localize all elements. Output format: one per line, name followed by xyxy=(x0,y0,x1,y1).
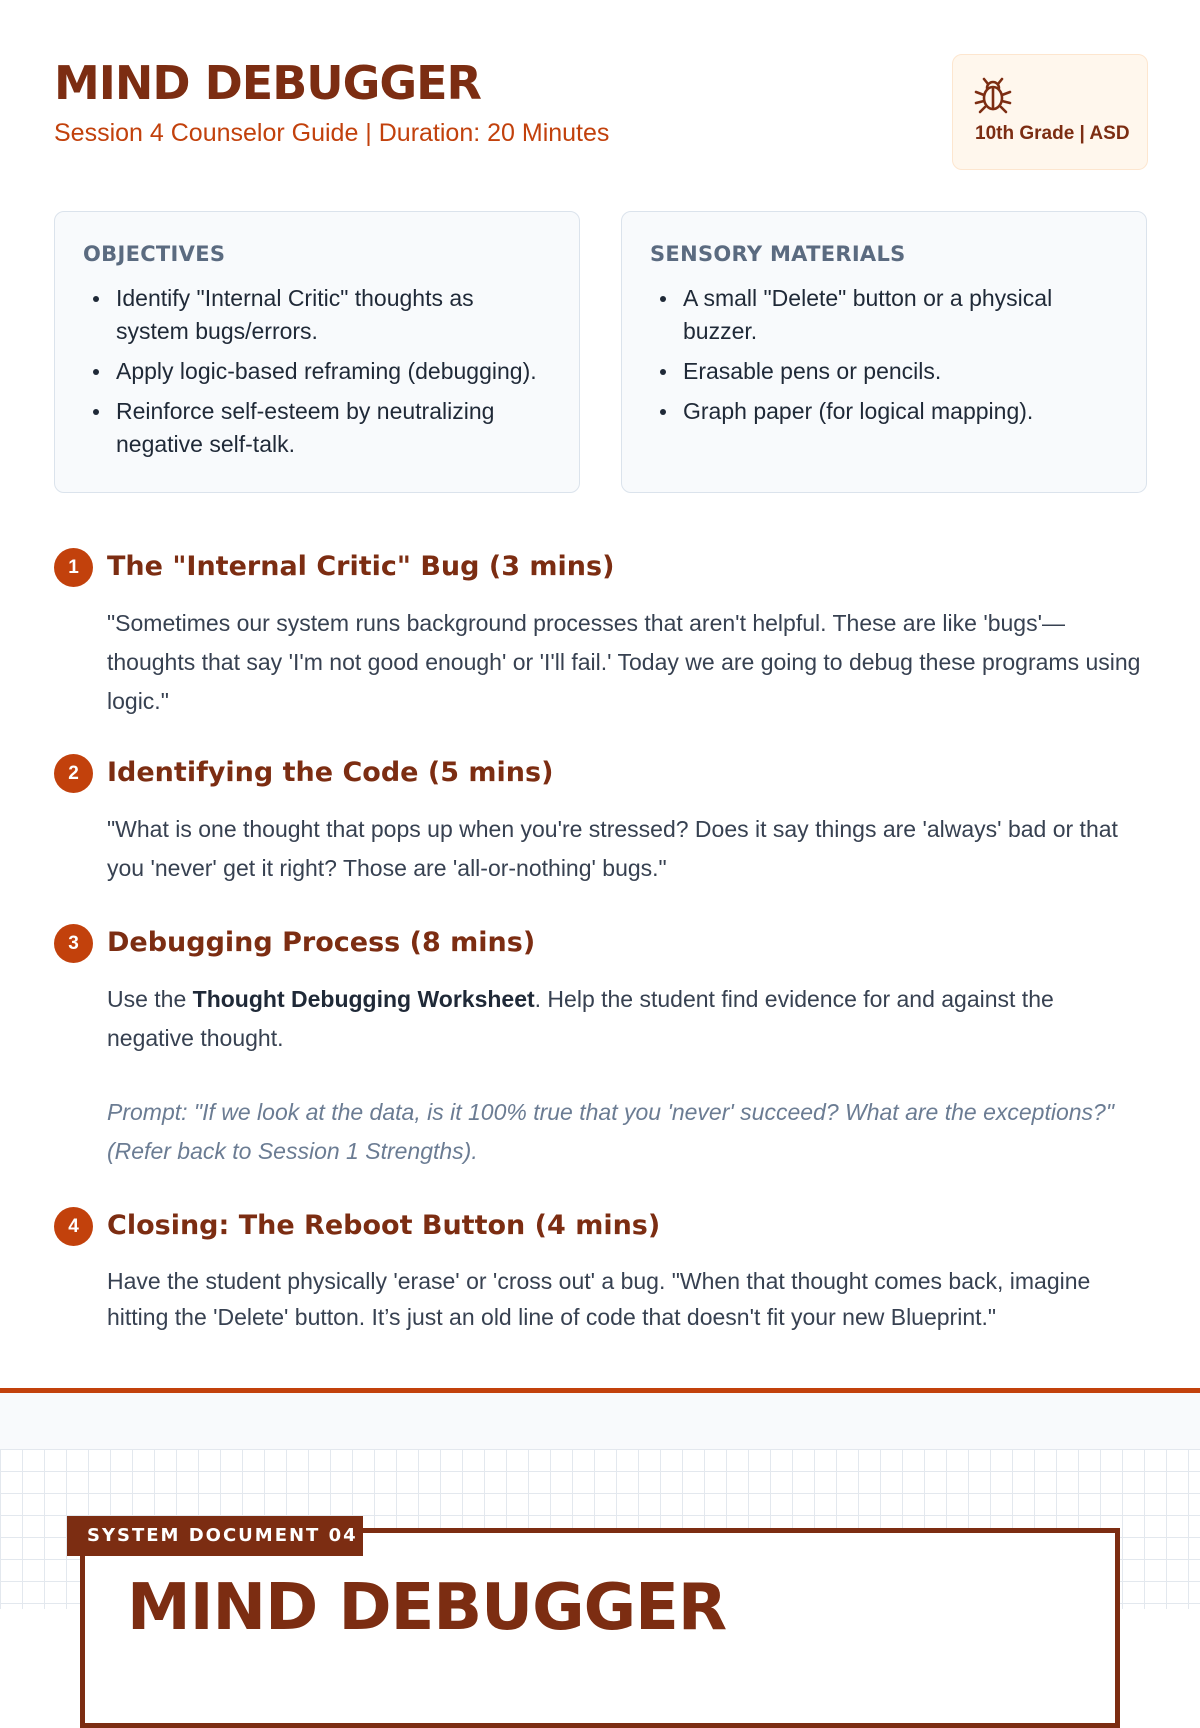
list-item: Graph paper (for logical mapping). xyxy=(650,395,1118,428)
worksheet-name: Thought Debugging Worksheet xyxy=(192,986,535,1012)
document-tag: SYSTEM DOCUMENT 04 xyxy=(67,1516,363,1556)
step-title: Identifying the Code (5 mins) xyxy=(107,757,554,788)
list-item: Erasable pens or pencils. xyxy=(650,355,1118,388)
page-header xyxy=(54,54,1148,174)
step-number: 4 xyxy=(54,1207,93,1246)
objectives-card xyxy=(54,211,580,493)
step-text-after: . Help the student find evidence for and against the negative thought. xyxy=(107,986,1054,1051)
objectives-heading: OBJECTIVES xyxy=(83,242,226,266)
step-instructions xyxy=(107,980,1147,1058)
bug-icon xyxy=(971,73,1015,117)
worksheet-frame xyxy=(80,1528,1120,1728)
materials-heading: SENSORY MATERIALS xyxy=(650,242,906,266)
list-item: Apply logic-based reframing (debugging). xyxy=(83,355,551,388)
page-title: MIND DEBUGGER xyxy=(54,56,481,110)
objectives-list xyxy=(83,282,551,461)
step-text-before: Use the xyxy=(107,986,193,1012)
step-title: Debugging Process (8 mins) xyxy=(107,927,536,958)
grade-label: 10th Grade | ASD xyxy=(975,123,1130,144)
materials-list xyxy=(650,282,1118,428)
step-number: 1 xyxy=(54,548,93,587)
step-script: "What is one thought that pops up when you're stressed? Does it say things are 'always' bad or that you 'never' get it right? Those are 'all-or-nothing' bugs." xyxy=(107,816,1118,881)
worksheet-title: MIND DEBUGGER xyxy=(127,1571,727,1645)
list-item: Identify "Internal Critic" thoughts as system bugs/errors. xyxy=(83,282,551,348)
step-prompt: Prompt: "If we look at the data, is it 100% true that you 'never' succeed? What are the exceptions?" (Refer back to Session 1 Strengths). xyxy=(107,1099,1114,1164)
worksheet-preview xyxy=(0,1393,1200,1645)
step-title: Closing: The Reboot Button (4 mins) xyxy=(107,1210,661,1241)
list-item: Reinforce self-esteem by neutralizing negative self-talk. xyxy=(83,395,551,461)
step-title: The "Internal Critic" Bug (3 mins) xyxy=(107,551,615,582)
step-script: Have the student physically 'erase' or 'cross out' a bug. "When that thought comes back, imagine hitting the 'Delete' button. It’s just an old line of code that doesn't fit your new Blueprint." xyxy=(107,1268,1091,1330)
list-item: A small "Delete" button or a physical buzzer. xyxy=(650,282,1118,348)
grade-badge xyxy=(952,54,1148,170)
step-script: "Sometimes our system runs background processes that aren't helpful. These are like 'bugs'—thoughts that say 'I'm not good enough' or 'I'll fail.' Today we are going to debug these programs using logic." xyxy=(107,610,1141,714)
page-subtitle: Session 4 Counselor Guide | Duration: 20 Minutes xyxy=(54,119,610,147)
materials-card xyxy=(621,211,1147,493)
step-number: 2 xyxy=(54,754,93,793)
step-number: 3 xyxy=(54,924,93,963)
